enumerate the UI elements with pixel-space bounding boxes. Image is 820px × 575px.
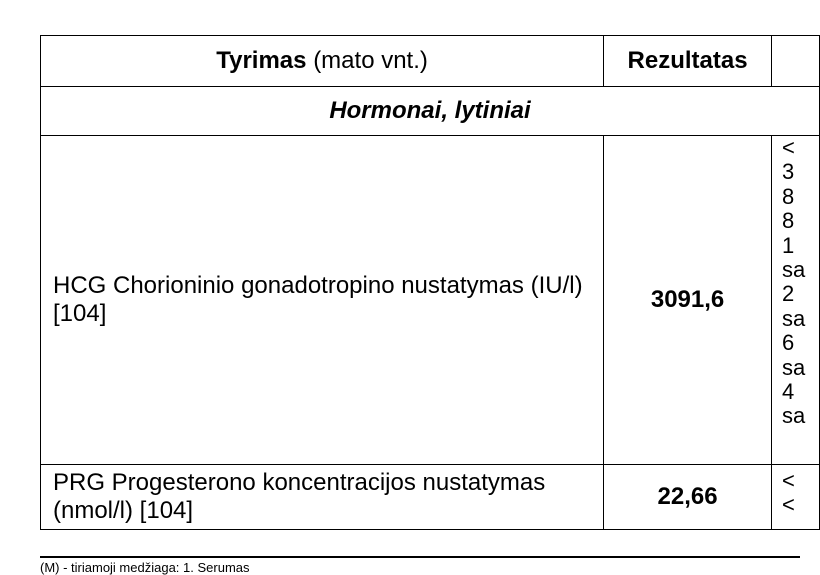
ref-line: sa	[782, 257, 806, 283]
header-test	[41, 36, 604, 87]
header-result: Rezultatas	[604, 36, 772, 87]
ref-line: <	[782, 468, 795, 493]
table-header-row	[41, 36, 820, 87]
ref-line: 8	[782, 208, 795, 234]
footer-note: (M) - tiriamoji medžiaga: 1. Serumas	[40, 560, 250, 575]
ref-line: 4	[782, 379, 795, 405]
header-test-unit: (mato vnt.)	[313, 47, 428, 74]
header-test-label: Tyrimas	[216, 47, 307, 74]
test-name: HCG Chorioninio gonadotropino nustatymas (IU/l) [104]	[41, 136, 604, 465]
ref-line: sa	[782, 403, 806, 429]
reference-range	[772, 465, 820, 530]
test-name: PRG Progesterono koncentracijos nustatymas (nmol/l) [104]	[41, 465, 604, 530]
test-result: 3091,6	[604, 136, 772, 465]
ref-line: 6	[782, 330, 795, 356]
reference-range	[772, 136, 820, 465]
table-row	[41, 136, 820, 465]
table-row	[41, 465, 820, 530]
lab-results-table	[40, 35, 820, 530]
ref-line: sa	[782, 305, 806, 331]
ref-line: 3	[782, 159, 795, 185]
ref-line: <	[782, 492, 795, 518]
section-title: Hormonai, lytiniai	[41, 87, 820, 136]
ref-line: 8	[782, 183, 795, 209]
footer-divider	[40, 556, 800, 558]
header-reference	[772, 36, 820, 87]
ref-line: 2	[782, 281, 795, 307]
ref-line: 1	[782, 232, 795, 258]
test-result: 22,66	[604, 465, 772, 530]
ref-line: <	[782, 135, 795, 160]
ref-line: sa	[782, 354, 806, 380]
section-row	[41, 87, 820, 136]
